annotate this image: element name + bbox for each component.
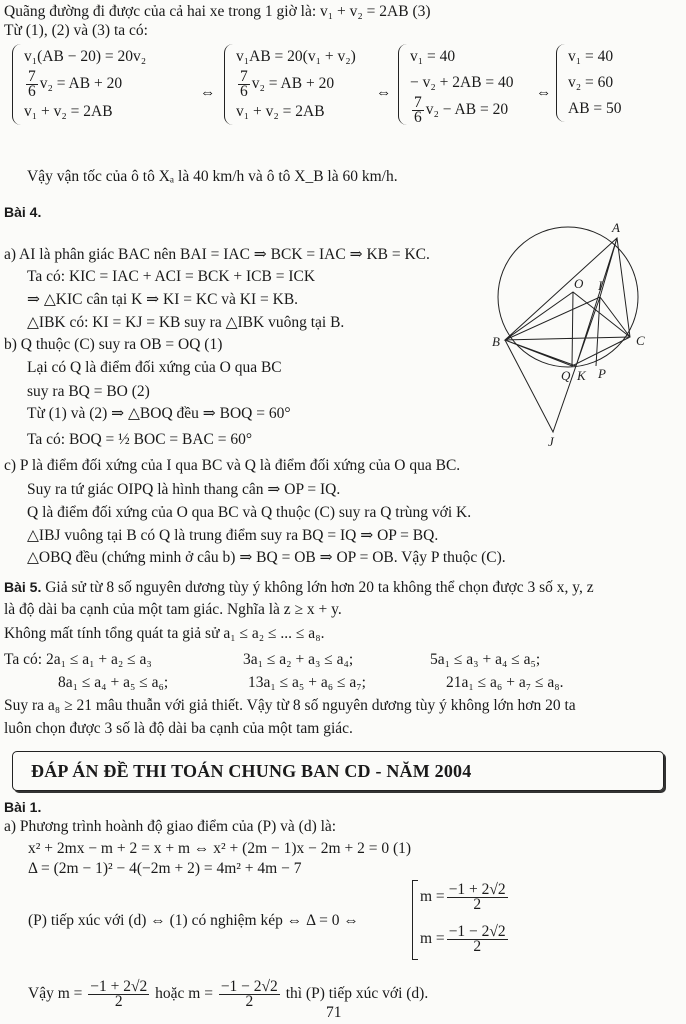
bai5-line: Ta có: 2a₁ ≤ a₁ + a₂ ≤ a₃ <box>4 651 152 668</box>
equation-system-3 <box>398 44 514 125</box>
bai1-line: a) Phương trình hoành độ giao điểm của (P) và (d) là: <box>4 818 337 835</box>
bai4-line: a) AI là phân giác BAC nên BAI = IAC ⇒ BCK = IAC ⇒ KB = KC. <box>4 246 430 263</box>
bai1-line: Vậy m = <box>28 985 83 1003</box>
system-row: − v₂ + 2AB = 40 <box>410 74 514 91</box>
circle-c <box>498 227 638 367</box>
label-c: C <box>636 333 645 348</box>
frac-num: 7 <box>240 68 248 85</box>
root-den: 2 <box>114 993 123 1010</box>
bai4-line: b) Q thuộc (C) suy ra OB = OQ (1) <box>4 336 223 353</box>
equation-system-4 <box>556 44 622 122</box>
frac-den: 6 <box>414 109 422 126</box>
frac-den: 6 <box>240 83 248 100</box>
system-row: v₁ = 40 <box>410 48 456 65</box>
bai4-line: Ta có: KIC = IAC + ACI = BCK + ICB = ICK <box>27 268 316 285</box>
equiv-symbol: ⇔ <box>536 84 552 101</box>
bai4-line: Lại có Q là điểm đối xứng của O qua BC <box>27 359 282 376</box>
label-q: Q <box>561 368 571 383</box>
bai4-line: suy ra BQ = BO (2) <box>27 383 150 400</box>
system-row: AB = 50 <box>568 100 622 117</box>
root2-num: −1 − 2√2 <box>220 978 278 995</box>
bai1-line: thì (P) tiếp xúc với (d). <box>285 985 429 1003</box>
root1-num: −1 + 2√2 <box>448 881 506 898</box>
label-p: P <box>598 366 606 381</box>
frac-num: 7 <box>414 94 422 111</box>
label-j: J <box>548 434 554 449</box>
page-number: 71 <box>326 1004 342 1021</box>
bai4-line: Ta có: BOQ = ½ BOC = BAC = 60° <box>27 431 253 448</box>
label-i: I <box>598 278 603 293</box>
label-o: O <box>574 276 584 291</box>
bai5-line: là độ dài ba cạnh của một tam giác. Nghĩa là z ≥ x + y. <box>4 601 342 618</box>
bai5-line: 21a₁ ≤ a₆ + a₇ ≤ a₈. <box>446 674 564 691</box>
bai5-line: Suy ra a₈ ≥ 21 mâu thuẫn với giả thiết. Vậy từ 8 số nguyên dương tùy ý không lớn hơn 20 ta <box>4 697 576 714</box>
system-row: v₂ = 60 <box>568 74 614 91</box>
equation-system-2 <box>224 44 356 125</box>
bai4-line: △OBQ đều (chứng minh ở câu b) ⇒ BQ = OB ⇒ OP = OB. Vậy P thuộc (C). <box>27 549 506 566</box>
system-row: v₁AB = 20(v₁ + v₂) <box>236 48 356 65</box>
frac-den: 6 <box>28 83 36 100</box>
label-k: K <box>577 368 586 383</box>
intro-line-1: Quãng đường đi được của cả hai xe trong 1 giờ là: v₁ + v₂ = 2AB (3) <box>4 3 431 20</box>
bai5-line: 3a₁ ≤ a₂ + a₃ ≤ a₄; <box>243 651 354 668</box>
bai5-line: Không mất tính tổng quát ta giả sử a₁ ≤ a₂ ≤ ... ≤ a₈. <box>4 625 325 642</box>
geometry-figure <box>480 220 670 455</box>
bai1-heading: Bài 1. <box>4 799 42 815</box>
bai4-line: △IBJ vuông tại B có Q là trung điểm suy ra BQ = IQ ⇒ OP = BQ. <box>27 527 439 544</box>
frac-num: 7 <box>28 68 36 85</box>
system-row: v₁ + v₂ = 2AB <box>24 103 113 120</box>
root-label: m = <box>420 930 445 948</box>
label-a: A <box>612 220 620 235</box>
system-row: v₁ = 40 <box>568 48 614 65</box>
bai5-line: 5a₁ ≤ a₃ + a₄ ≤ a₅; <box>430 651 541 668</box>
system-row: v₂ = AB + 20 <box>251 75 335 93</box>
bai4-line: △IBK có: KI = KJ = KB suy ra △IBK vuông tại B. <box>27 314 345 331</box>
bai5-line: 13a₁ ≤ a₅ + a₆ ≤ a₇; <box>248 674 366 691</box>
equiv-symbol: ⇔ <box>376 84 392 101</box>
intro-line-2: Từ (1), (2) và (3) ta có: <box>4 22 148 39</box>
or-bracket <box>412 880 418 960</box>
label-b: B <box>492 334 500 349</box>
root-label: m = <box>420 888 445 906</box>
bai4-line: ⇒ △KIC cân tại K ⇒ KI = KC và KI = KB. <box>27 291 299 308</box>
bai1-line: hoặc m = <box>155 985 213 1003</box>
bai5-line: Giả sử từ 8 số nguyên dương tùy ý không lớn hơn 20 ta không thể chọn được 3 số x, y, z <box>45 579 594 596</box>
root2-num: −1 − 2√2 <box>448 923 506 940</box>
bai4-line: Suy ra tứ giác OIPQ là hình thang cân ⇒ OP = IQ. <box>27 481 341 498</box>
root-den: 2 <box>473 896 482 913</box>
section-title: ĐÁP ÁN ĐỀ THI TOÁN CHUNG BAN CD - NĂM 2004 <box>31 761 472 781</box>
equation-system-1 <box>12 44 146 125</box>
system-row: v₂ − AB = 20 <box>425 101 509 119</box>
bai4-line: c) P là điểm đối xứng của I qua BC và Q là điểm đối xứng của O qua BC. <box>4 457 461 474</box>
system-row: v₁ + v₂ = 2AB <box>236 103 325 120</box>
bai1-line: Δ = (2m − 1)² − 4(−2m + 2) = 4m² + 4m − 7 <box>28 860 302 877</box>
bai4-line: Q là điểm đối xứng của O qua BC và Q thuộc (C) suy ra Q trùng với K. <box>27 504 472 521</box>
bai5-line: 8a₁ ≤ a₄ + a₅ ≤ a₆; <box>58 674 169 691</box>
system-row: v₂ = AB + 20 <box>39 75 123 93</box>
intro-conclusion: Vậy vận tốc của ô tô Xₐ là 40 km/h và ô tô X_B là 60 km/h. <box>27 168 398 185</box>
root-den: 2 <box>473 938 482 955</box>
root1-num: −1 + 2√2 <box>90 978 148 995</box>
bai4-heading: Bài 4. <box>4 204 42 220</box>
section-title-box <box>12 751 664 791</box>
bai5-line: luôn chọn được 3 số là độ dài ba cạnh của một tam giác. <box>4 720 353 737</box>
root-den: 2 <box>245 993 254 1010</box>
bai5-heading: Bài 5. <box>4 579 42 595</box>
bai4-line: Từ (1) và (2) ⇒ △BOQ đều ⇒ BOQ = 60° <box>27 405 291 422</box>
system-row: v₁(AB − 20) = 20v₂ <box>24 48 147 65</box>
equiv-symbol: ⇔ <box>200 84 216 101</box>
bai1-line: x² + 2mx − m + 2 = x + m ⇔ x² + (2m − 1)x − 2m + 2 = 0 (1) <box>28 840 412 857</box>
bai1-line: (P) tiếp xúc với (d) ⇔ (1) có nghiệm kép ⇔ Δ = 0 ⇔ <box>28 912 359 929</box>
